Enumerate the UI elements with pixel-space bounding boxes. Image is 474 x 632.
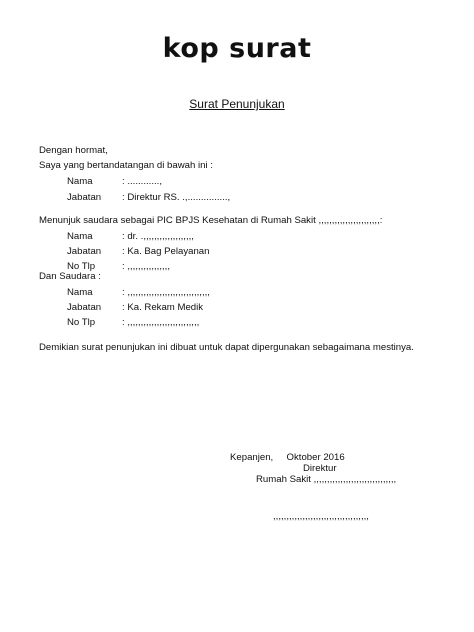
appointee2-phone-value: : ,,,,,,,,,,,,,,,,,,,,,,,,,,, bbox=[122, 317, 200, 328]
and-text: Dan Saudara : bbox=[39, 271, 101, 282]
document-title: Surat Penunjukan bbox=[189, 97, 285, 111]
appointee1-name-value: : dr. .,,,,,,,,,,,,,,,,,,, bbox=[122, 231, 194, 242]
signer-name-label: Nama bbox=[67, 176, 93, 187]
appointee1-name-label: Nama bbox=[67, 231, 93, 242]
signer-position-value: : Direktur RS. .,..............., bbox=[122, 192, 231, 203]
signature-name-line: ,,,,,,,,,,,,,,,,,,,,,,,,,,,,,,,,,,,, bbox=[273, 511, 369, 522]
signer-position-label: Jabatan bbox=[67, 192, 102, 203]
appointee1-phone-label: No Tlp bbox=[67, 261, 96, 272]
appointee2-position-value: : Ka. Rekam Medik bbox=[122, 302, 204, 313]
appointee2-position-label: Jabatan bbox=[67, 302, 102, 313]
appointee2-name-label: Nama bbox=[67, 287, 93, 298]
signature-place-date: Kepanjen, Oktober 2016 bbox=[230, 452, 345, 463]
signature-hospital: Rumah Sakit ,,,,,,,,,,,,,,,,,,,,,,,,,,,,,,, bbox=[256, 474, 397, 485]
letterhead-title: kop surat bbox=[162, 33, 312, 64]
appointee1-position-value: : Ka. Bag Pelayanan bbox=[122, 246, 210, 257]
appoint-text: Menunjuk saudara sebagai PIC BPJS Kesehatan di Rumah Sakit ,,,,,,,,,,,,,,,,,,,,,,,: bbox=[39, 215, 383, 226]
appointee2-phone-label: No Tlp bbox=[67, 317, 96, 328]
appointee1-position-label: Jabatan bbox=[67, 246, 102, 257]
signature-role: Direktur bbox=[303, 463, 337, 474]
appointee1-phone-value: : ,,,,,,,,,,,,,,,, bbox=[122, 261, 170, 272]
intro-text: Saya yang bertandatangan di bawah ini : bbox=[39, 160, 213, 171]
signer-name-value: : ............, bbox=[122, 176, 162, 187]
greeting: Dengan hormat, bbox=[39, 145, 108, 156]
appointee2-name-value: : ,,,,,,,,,,,,,,,,,,,,,,,,,,,,,,, bbox=[122, 287, 210, 298]
closing-text: Demikian surat penunjukan ini dibuat untuk dapat dipergunakan sebagaimana mestinya. bbox=[39, 342, 414, 353]
